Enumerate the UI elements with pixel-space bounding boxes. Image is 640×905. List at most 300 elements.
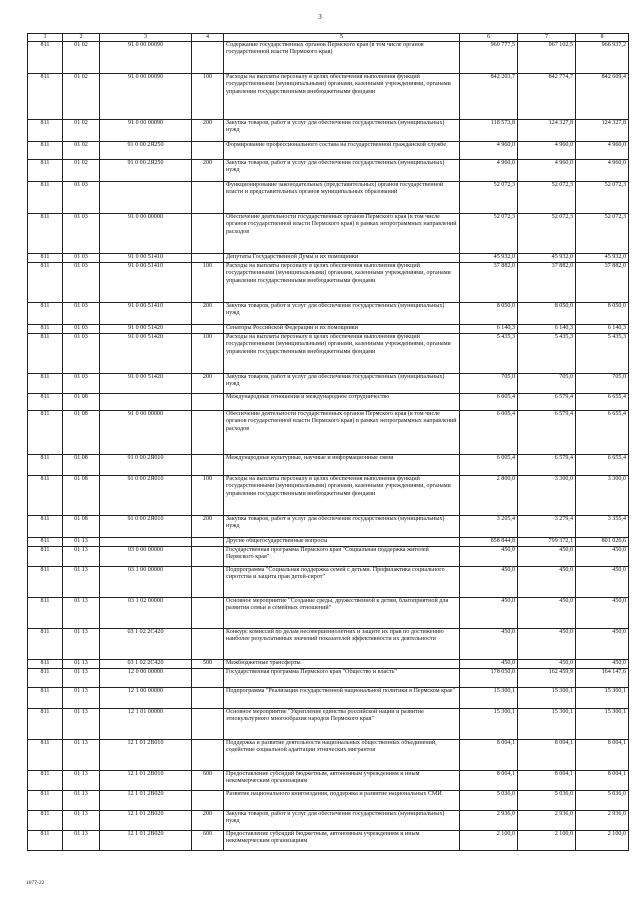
cell-amount-year2: 4 960,0 — [518, 160, 576, 182]
cell-admin-code: 811 — [28, 831, 63, 851]
cell-target-article: 12 1 01 2B020 — [100, 811, 192, 831]
table-row — [28, 669, 629, 688]
cell-target-article: 03 0 00 00000 — [100, 547, 192, 567]
cell-amount-year3: 450,0 — [576, 629, 629, 660]
cell-admin-code: 811 — [28, 214, 63, 254]
cell-description: Развитие национального книгоиздания, поддержка и развитие национальных СМИ — [224, 791, 460, 811]
cell-amount-year2: 6 140,3 — [518, 325, 576, 334]
cell-amount-year3: 5 435,3 — [576, 334, 629, 374]
cell-description: Поддержка и развитие деятельности национальных общественных объединений, содействие социальной адаптации этнических мигрантов — [224, 740, 460, 771]
cell-target-article: 03 1 02 2C420 — [100, 660, 192, 669]
cell-amount-year3: 2 100,0 — [576, 831, 629, 851]
cell-amount-year2: 2 936,0 — [518, 811, 576, 831]
cell-description: Расходы на выплаты персоналу в целях обеспечения выполнения функций государственными (муниципальными) органами, казенными учреждениями, органами управления государственными внебюджетными фондами — [224, 263, 460, 303]
cell-admin-code: 811 — [28, 567, 63, 598]
cell-description: Функционирование законодательных (представительных) органов государственной власти и представительных органов муниципальных образований — [224, 182, 460, 214]
cell-expense-type — [192, 411, 224, 455]
cell-description: Сенаторы Российской Федерации и их помощники — [224, 325, 460, 334]
cell-admin-code: 811 — [28, 476, 63, 516]
cell-expense-type: 100 — [192, 476, 224, 516]
cell-amount-year1: 6 140,3 — [460, 325, 518, 334]
cell-amount-year3: 450,0 — [576, 547, 629, 567]
table-row — [28, 374, 629, 394]
cell-expense-type — [192, 791, 224, 811]
cell-amount-year2: 705,0 — [518, 374, 576, 394]
cell-amount-year1: 2 800,0 — [460, 476, 518, 516]
cell-section-code: 01 13 — [63, 740, 100, 771]
cell-section-code: 01 08 — [63, 476, 100, 516]
cell-admin-code: 811 — [28, 182, 63, 214]
cell-amount-year1: 6 005,4 — [460, 411, 518, 455]
cell-amount-year3: 3 355,4 — [576, 516, 629, 538]
cell-description: Международные культурные, научные и информационные связи — [224, 455, 460, 476]
cell-description: Другие общегосударственные вопросы — [224, 538, 460, 547]
cell-expense-type — [192, 740, 224, 771]
table-row — [28, 411, 629, 455]
cell-amount-year3: 450,0 — [576, 598, 629, 629]
table-row — [28, 182, 629, 214]
cell-amount-year3: 124 327,8 — [576, 120, 629, 142]
cell-expense-type — [192, 142, 224, 160]
cell-description: Конкурс комиссий по делам несовершеннолетних и защите их прав по достижению наиболее результативных значений показателей эффективности их деятельности — [224, 629, 460, 660]
cell-expense-type — [192, 254, 224, 263]
cell-amount-year2: 52 072,3 — [518, 214, 576, 254]
table-row — [28, 567, 629, 598]
cell-expense-type: 200 — [192, 160, 224, 182]
cell-admin-code: 811 — [28, 374, 63, 394]
cell-target-article: 03 1 00 00000 — [100, 567, 192, 598]
cell-amount-year1: 52 072,3 — [460, 214, 518, 254]
table-row — [28, 160, 629, 182]
cell-section-code: 01 13 — [63, 567, 100, 598]
cell-amount-year3: 52 072,3 — [576, 182, 629, 214]
cell-amount-year1: 5 036,0 — [460, 791, 518, 811]
cell-admin-code: 811 — [28, 629, 63, 660]
cell-amount-year2: 799 372,1 — [518, 538, 576, 547]
cell-expense-type — [192, 214, 224, 254]
cell-target-article: 91 0 00 51420 — [100, 325, 192, 334]
cell-amount-year1: 5 435,3 — [460, 334, 518, 374]
cell-admin-code: 811 — [28, 254, 63, 263]
cell-amount-year2: 450,0 — [518, 598, 576, 629]
cell-amount-year2: 52 072,3 — [518, 182, 576, 214]
cell-description: Подпрограмма "Социальная поддержка семей с детьми. Профилактика социального сиротства и защита прав детей-сирот" — [224, 567, 460, 598]
cell-section-code: 01 13 — [63, 831, 100, 851]
cell-description: Расходы на выплаты персоналу в целях обеспечения выполнения функций государственными (муниципальными) органами, казенными учреждениями, органами управления государственными внебюджетными фондами — [224, 74, 460, 120]
cell-target-article: 91 0 00 2Я250 — [100, 160, 192, 182]
cell-amount-year1: 52 072,3 — [460, 182, 518, 214]
cell-admin-code: 811 — [28, 334, 63, 374]
cell-target-article: 91 0 00 2Я010 — [100, 476, 192, 516]
column-header: 1 — [28, 34, 63, 42]
cell-amount-year2: 4 960,0 — [518, 142, 576, 160]
cell-target-article: 12 1 00 00000 — [100, 688, 192, 709]
cell-section-code: 01 02 — [63, 142, 100, 160]
cell-admin-code: 811 — [28, 42, 63, 74]
cell-expense-type: 600 — [192, 831, 224, 851]
cell-amount-year1: 178 050,0 — [460, 669, 518, 688]
cell-expense-type — [192, 325, 224, 334]
cell-admin-code: 811 — [28, 325, 63, 334]
cell-target-article: 91 0 00 00000 — [100, 411, 192, 455]
column-header: 2 — [63, 34, 100, 42]
cell-description: Предоставление субсидий бюджетным, автономным учреждениям и иным некоммерческим организациям — [224, 831, 460, 851]
table-row — [28, 394, 629, 411]
cell-section-code: 01 13 — [63, 709, 100, 740]
cell-target-article: 91 0 00 51410 — [100, 263, 192, 303]
cell-target-article: 12 1 01 2B010 — [100, 740, 192, 771]
table-row — [28, 831, 629, 851]
table-row — [28, 629, 629, 660]
table-row — [28, 325, 629, 334]
cell-admin-code: 811 — [28, 74, 63, 120]
cell-target-article: 91 0 00 00000 — [100, 214, 192, 254]
cell-admin-code: 811 — [28, 120, 63, 142]
cell-expense-type — [192, 688, 224, 709]
cell-target-article: 03 1 02 2C420 — [100, 629, 192, 660]
cell-amount-year3: 8 050,0 — [576, 303, 629, 325]
cell-description: Международные отношения и международное сотрудничество — [224, 394, 460, 411]
cell-description: Государственная программа Пермского края "Социальная поддержка жителей Пермского края" — [224, 547, 460, 567]
cell-admin-code: 811 — [28, 142, 63, 160]
cell-expense-type — [192, 629, 224, 660]
cell-amount-year1: 4 960,0 — [460, 160, 518, 182]
cell-amount-year1: 858 844,8 — [460, 538, 518, 547]
cell-section-code: 01 13 — [63, 791, 100, 811]
cell-section-code: 01 13 — [63, 771, 100, 791]
cell-expense-type: 500 — [192, 660, 224, 669]
cell-amount-year2: 3 300,0 — [518, 476, 576, 516]
cell-expense-type — [192, 598, 224, 629]
table-row — [28, 476, 629, 516]
cell-amount-year2: 8 050,0 — [518, 303, 576, 325]
cell-amount-year3: 8 004,1 — [576, 771, 629, 791]
cell-description: Обеспечение деятельности государственных органов Пермского края (в том числе органов государственной власти Пермского края) в рамках непрограммных направлений расходов — [224, 214, 460, 254]
cell-description: Закупка товаров, работ и услуг для обеспечения государственных (муниципальных) нужд — [224, 303, 460, 325]
cell-amount-year2: 842 774,7 — [518, 74, 576, 120]
cell-admin-code: 811 — [28, 160, 63, 182]
table-row — [28, 791, 629, 811]
cell-target-article: 91 0 00 51420 — [100, 374, 192, 394]
cell-expense-type: 100 — [192, 74, 224, 120]
table-row — [28, 660, 629, 669]
cell-description: Государственная программа Пермского края "Общество и власть" — [224, 669, 460, 688]
cell-amount-year2: 6 579,4 — [518, 455, 576, 476]
cell-amount-year1: 450,0 — [460, 660, 518, 669]
cell-target-article: 12 0 00 00000 — [100, 669, 192, 688]
cell-amount-year3: 801 026,6 — [576, 538, 629, 547]
cell-section-code: 01 08 — [63, 516, 100, 538]
table-row — [28, 74, 629, 120]
cell-expense-type: 200 — [192, 811, 224, 831]
cell-amount-year2: 162 459,9 — [518, 669, 576, 688]
cell-target-article: 12 1 01 2B020 — [100, 831, 192, 851]
cell-amount-year3: 966 937,2 — [576, 42, 629, 74]
cell-admin-code: 811 — [28, 598, 63, 629]
cell-amount-year1: 15 300,1 — [460, 709, 518, 740]
cell-expense-type — [192, 182, 224, 214]
page-number: 3 — [318, 13, 322, 21]
cell-target-article: 12 1 01 2B020 — [100, 791, 192, 811]
cell-target-article: 03 1 02 00000 — [100, 598, 192, 629]
cell-amount-year3: 15 300,1 — [576, 688, 629, 709]
cell-amount-year3: 8 004,1 — [576, 740, 629, 771]
cell-target-article: 91 0 00 2Я250 — [100, 142, 192, 160]
column-header: 7 — [518, 34, 576, 42]
table-row — [28, 334, 629, 374]
cell-description: Закупка товаров, работ и услуг для обеспечения государственных (муниципальных) нужд — [224, 120, 460, 142]
cell-target-article: 91 0 00 2Я010 — [100, 455, 192, 476]
cell-admin-code: 811 — [28, 740, 63, 771]
cell-section-code: 01 02 — [63, 42, 100, 74]
cell-amount-year1: 2 100,0 — [460, 831, 518, 851]
cell-amount-year3: 450,0 — [576, 567, 629, 598]
cell-section-code: 01 08 — [63, 411, 100, 455]
cell-description: Подпрограмма "Реализация государственной национальной политики в Пермском крае" — [224, 688, 460, 709]
cell-section-code: 01 02 — [63, 160, 100, 182]
cell-amount-year1: 6 005,4 — [460, 394, 518, 411]
cell-amount-year3: 4 960,0 — [576, 142, 629, 160]
cell-section-code: 01 03 — [63, 334, 100, 374]
table-row — [28, 42, 629, 74]
cell-section-code: 01 13 — [63, 688, 100, 709]
cell-amount-year1: 3 205,4 — [460, 516, 518, 538]
cell-target-article: 12 1 01 2B010 — [100, 771, 192, 791]
cell-description: Депутаты Государственной Думы и их помощники — [224, 254, 460, 263]
cell-amount-year3: 2 936,0 — [576, 811, 629, 831]
cell-amount-year2: 37 882,0 — [518, 263, 576, 303]
cell-admin-code: 811 — [28, 771, 63, 791]
table-row — [28, 142, 629, 160]
cell-target-article: 91 0 00 2Я010 — [100, 516, 192, 538]
cell-expense-type — [192, 455, 224, 476]
cell-amount-year3: 164 147,6 — [576, 669, 629, 688]
cell-description: Формирование профессионального состава на государственной гражданской службе — [224, 142, 460, 160]
cell-target-article — [100, 538, 192, 547]
cell-amount-year2: 5 036,0 — [518, 791, 576, 811]
cell-description: Закупка товаров, работ и услуг для обеспечения государственных (муниципальных) нужд — [224, 374, 460, 394]
cell-amount-year3: 6 655,4 — [576, 394, 629, 411]
cell-section-code: 01 08 — [63, 394, 100, 411]
cell-section-code: 01 08 — [63, 455, 100, 476]
cell-amount-year2: 45 932,0 — [518, 254, 576, 263]
table-row — [28, 598, 629, 629]
table-row — [28, 811, 629, 831]
cell-amount-year2: 967 102,5 — [518, 42, 576, 74]
cell-admin-code: 811 — [28, 547, 63, 567]
cell-amount-year3: 705,0 — [576, 374, 629, 394]
cell-section-code: 01 13 — [63, 669, 100, 688]
column-header: 4 — [192, 34, 224, 42]
table-row — [28, 771, 629, 791]
cell-section-code: 01 13 — [63, 811, 100, 831]
cell-amount-year1: 450,0 — [460, 598, 518, 629]
cell-target-article: 12 1 01 00000 — [100, 709, 192, 740]
cell-target-article: 91 0 00 00090 — [100, 42, 192, 74]
cell-description: Закупка товаров, работ и услуг для обеспечения государственных (муниципальных) нужд — [224, 811, 460, 831]
table-row — [28, 740, 629, 771]
table-row — [28, 254, 629, 263]
cell-amount-year3: 4 960,0 — [576, 160, 629, 182]
cell-amount-year2: 8 004,1 — [518, 740, 576, 771]
cell-amount-year1: 6 005,4 — [460, 455, 518, 476]
cell-amount-year1: 450,0 — [460, 567, 518, 598]
cell-amount-year3: 5 036,0 — [576, 791, 629, 811]
cell-expense-type — [192, 394, 224, 411]
cell-section-code: 01 03 — [63, 303, 100, 325]
table-row — [28, 263, 629, 303]
table-row — [28, 538, 629, 547]
table-row — [28, 214, 629, 254]
cell-amount-year2: 450,0 — [518, 629, 576, 660]
cell-admin-code: 811 — [28, 538, 63, 547]
cell-description: Расходы на выплаты персоналу в целях обеспечения выполнения функций государственными (муниципальными) органами, казенными учреждениями, органами управления государственными внебюджетными фондами — [224, 476, 460, 516]
cell-section-code: 01 13 — [63, 660, 100, 669]
cell-amount-year1: 960 777,5 — [460, 42, 518, 74]
cell-target-article — [100, 394, 192, 411]
cell-expense-type: 600 — [192, 771, 224, 791]
cell-expense-type — [192, 42, 224, 74]
budget-table — [27, 33, 629, 851]
cell-description: Основное мероприятие "Создание среды, дружественной к детям, благоприятной для развития семьи и семейных отношений" — [224, 598, 460, 629]
cell-admin-code: 811 — [28, 394, 63, 411]
cell-section-code: 01 03 — [63, 182, 100, 214]
cell-amount-year1: 4 960,0 — [460, 142, 518, 160]
cell-section-code: 01 03 — [63, 263, 100, 303]
cell-amount-year2: 2 100,0 — [518, 831, 576, 851]
cell-amount-year2: 6 579,4 — [518, 411, 576, 455]
cell-amount-year1: 8 004,1 — [460, 740, 518, 771]
cell-amount-year2: 5 435,3 — [518, 334, 576, 374]
cell-amount-year1: 705,0 — [460, 374, 518, 394]
cell-admin-code: 811 — [28, 263, 63, 303]
cell-admin-code: 811 — [28, 303, 63, 325]
cell-amount-year1: 8 004,1 — [460, 771, 518, 791]
table-row — [28, 688, 629, 709]
cell-expense-type: 200 — [192, 303, 224, 325]
cell-admin-code: 811 — [28, 709, 63, 740]
cell-amount-year2: 124 327,8 — [518, 120, 576, 142]
cell-amount-year3: 15 300,1 — [576, 709, 629, 740]
cell-amount-year3: 6 655,4 — [576, 455, 629, 476]
cell-admin-code: 811 — [28, 411, 63, 455]
cell-admin-code: 811 — [28, 516, 63, 538]
cell-description: Закупка товаров, работ и услуг для обеспечения государственных (муниципальных) нужд — [224, 516, 460, 538]
table-row — [28, 455, 629, 476]
cell-target-article: 91 0 00 00090 — [100, 74, 192, 120]
column-header: 6 — [460, 34, 518, 42]
cell-section-code: 01 13 — [63, 629, 100, 660]
cell-section-code: 01 02 — [63, 74, 100, 120]
cell-section-code: 01 03 — [63, 374, 100, 394]
cell-target-article: 91 0 00 00090 — [100, 120, 192, 142]
cell-amount-year2: 15 300,1 — [518, 688, 576, 709]
column-header: 8 — [576, 34, 629, 42]
cell-expense-type: 200 — [192, 120, 224, 142]
column-header: 5 — [224, 34, 460, 42]
cell-target-article: 91 0 00 51410 — [100, 303, 192, 325]
cell-amount-year3: 52 072,3 — [576, 214, 629, 254]
table-row — [28, 516, 629, 538]
cell-target-article: 91 0 00 51420 — [100, 334, 192, 374]
cell-amount-year1: 450,0 — [460, 547, 518, 567]
cell-amount-year1: 842 203,7 — [460, 74, 518, 120]
cell-expense-type: 100 — [192, 334, 224, 374]
cell-amount-year2: 450,0 — [518, 547, 576, 567]
cell-amount-year3: 6 140,3 — [576, 325, 629, 334]
cell-description: Основное мероприятие "Укрепление единства российской нации и развитие этнокультурного многообразия народов Пермского края" — [224, 709, 460, 740]
table-body — [28, 42, 629, 851]
cell-target-article — [100, 182, 192, 214]
cell-amount-year2: 6 579,4 — [518, 394, 576, 411]
cell-admin-code: 811 — [28, 688, 63, 709]
cell-amount-year1: 118 573,8 — [460, 120, 518, 142]
cell-expense-type: 200 — [192, 516, 224, 538]
cell-section-code: 01 03 — [63, 254, 100, 263]
cell-amount-year1: 45 932,0 — [460, 254, 518, 263]
cell-amount-year2: 8 004,1 — [518, 771, 576, 791]
column-header: 3 — [100, 34, 192, 42]
cell-amount-year1: 2 936,0 — [460, 811, 518, 831]
cell-description: Межбюджетные трансферты — [224, 660, 460, 669]
cell-amount-year2: 15 300,1 — [518, 709, 576, 740]
cell-description: Предоставление субсидий бюджетным, автономным учреждениям и иным некоммерческим организациям — [224, 771, 460, 791]
cell-amount-year3: 6 655,4 — [576, 411, 629, 455]
cell-section-code: 01 02 — [63, 120, 100, 142]
table-header-row — [28, 34, 629, 42]
table-row — [28, 547, 629, 567]
cell-amount-year3: 37 882,0 — [576, 263, 629, 303]
cell-section-code: 01 03 — [63, 325, 100, 334]
cell-expense-type: 200 — [192, 374, 224, 394]
table-row — [28, 303, 629, 325]
cell-amount-year1: 37 882,0 — [460, 263, 518, 303]
cell-expense-type — [192, 547, 224, 567]
cell-description: Расходы на выплаты персоналу в целях обеспечения выполнения функций государственными (муниципальными) органами, казенными учреждениями, органами управления государственными внебюджетными фондами — [224, 334, 460, 374]
cell-admin-code: 811 — [28, 660, 63, 669]
cell-description: Содержание государственных органов Пермского края (в том числе органов государственной власти Пермского края) — [224, 42, 460, 74]
cell-amount-year3: 3 300,0 — [576, 476, 629, 516]
cell-section-code: 01 13 — [63, 598, 100, 629]
cell-amount-year1: 450,0 — [460, 629, 518, 660]
cell-expense-type — [192, 567, 224, 598]
cell-amount-year2: 450,0 — [518, 567, 576, 598]
cell-amount-year1: 8 050,0 — [460, 303, 518, 325]
cell-amount-year3: 45 932,0 — [576, 254, 629, 263]
cell-admin-code: 811 — [28, 669, 63, 688]
cell-expense-type: 100 — [192, 263, 224, 303]
table-row — [28, 120, 629, 142]
cell-amount-year3: 842 609,4 — [576, 74, 629, 120]
cell-section-code: 01 13 — [63, 538, 100, 547]
cell-section-code: 01 03 — [63, 214, 100, 254]
cell-target-article: 91 0 00 51410 — [100, 254, 192, 263]
cell-admin-code: 811 — [28, 791, 63, 811]
cell-amount-year3: 450,0 — [576, 660, 629, 669]
footer-code: 1077-22 — [26, 880, 45, 886]
cell-amount-year1: 15 300,1 — [460, 688, 518, 709]
cell-description: Обеспечение деятельности государственных органов Пермского края (в том числе органов государственной власти Пермского края) в рамках непрограммных направлений расходов — [224, 411, 460, 455]
cell-amount-year2: 3 279,4 — [518, 516, 576, 538]
cell-admin-code: 811 — [28, 455, 63, 476]
cell-expense-type — [192, 709, 224, 740]
cell-admin-code: 811 — [28, 811, 63, 831]
table-row — [28, 709, 629, 740]
cell-expense-type — [192, 538, 224, 547]
cell-expense-type — [192, 669, 224, 688]
cell-description: Закупка товаров, работ и услуг для обеспечения государственных (муниципальных) нужд — [224, 160, 460, 182]
cell-amount-year2: 450,0 — [518, 660, 576, 669]
